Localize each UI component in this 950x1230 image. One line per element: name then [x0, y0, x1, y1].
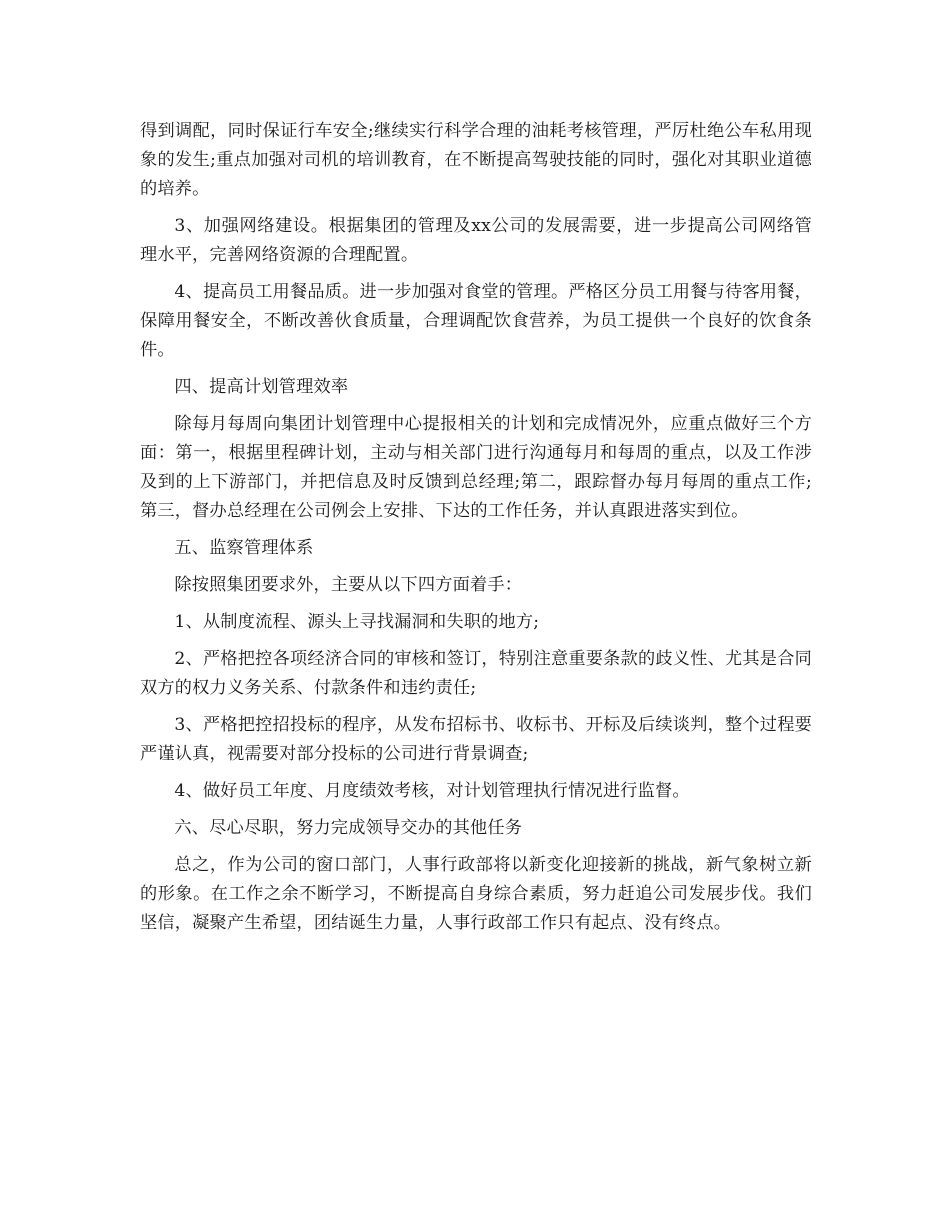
list-item-supervision-2: 2、严格把控各项经济合同的审核和签订，特别注意重要条款的歧义性、尤其是合同双方的权力义务关系、付款条件和违约责任;: [140, 649, 812, 698]
paragraph-supervision-intro: 除按照集团要求外，主要从以下四方面着手：: [174, 575, 523, 595]
section-heading-plan-management: 四、提高计划管理效率: [174, 377, 349, 397]
section-heading-other-tasks: 六、尽心尽职，努力完成领导交办的其他任务: [174, 818, 523, 838]
paragraph-continuation: 得到调配，同时保证行车安全;继续实行科学合理的油耗考核管理，严厉杜绝公车私用现象的发生;重点加强对司机的培训教育，在不断提高驾驶技能的同时，强化对其职业道德的培养。: [140, 121, 812, 199]
list-item-supervision-1: 1、从制度流程、源头上寻找漏洞和失职的地方;: [174, 612, 540, 632]
paragraph-staff-dining: 4、提高员工用餐品质。进一步加强对食堂的管理。严格区分员工用餐与待客用餐，保障用餐安全，不断改善伙食质量，合理调配饮食营养，为员工提供一个良好的饮食条件。: [140, 282, 812, 360]
list-item-supervision-4: 4、做好员工年度、月度绩效考核，对计划管理执行情况进行监督。: [174, 781, 690, 801]
list-item-supervision-3: 3、严格把控招投标的程序，从发布招标书、收标书、开标及后续谈判，整个过程要严谨认真，视需要对部分投标的公司进行背景调查;: [140, 715, 812, 764]
paragraph-plan-management: 除每月每周向集团计划管理中心提报相关的计划和完成情况外，应重点做好三个方面：第一，根据里程碑计划，主动与相关部门进行沟通每月和每周的重点，以及工作涉及到的上下游部门，并把信息及时反馈到总经理;第二，跟踪督办每月每周的重点工作;第三，督办总经理在公司例会上安排、下达的工作任务，并认真跟进落实到位。: [140, 414, 812, 521]
document-body: [140, 117, 812, 946]
section-heading-supervision: 五、监察管理体系: [174, 538, 314, 558]
paragraph-conclusion: 总之，作为公司的窗口部门，人事行政部将以新变化迎接新的挑战，新气象树立新的形象。在工作之余不断学习，不断提高自身综合素质，努力赶追公司发展步伐。我们坚信，凝聚产生希望，团结诞生力量，人事行政部工作只有起点、没有终点。: [140, 855, 812, 933]
paragraph-network-construction: 3、加强网络建设。根据集团的管理及xx公司的发展需要，进一步提高公司网络管理水平，完善网络资源的合理配置。: [140, 216, 812, 265]
